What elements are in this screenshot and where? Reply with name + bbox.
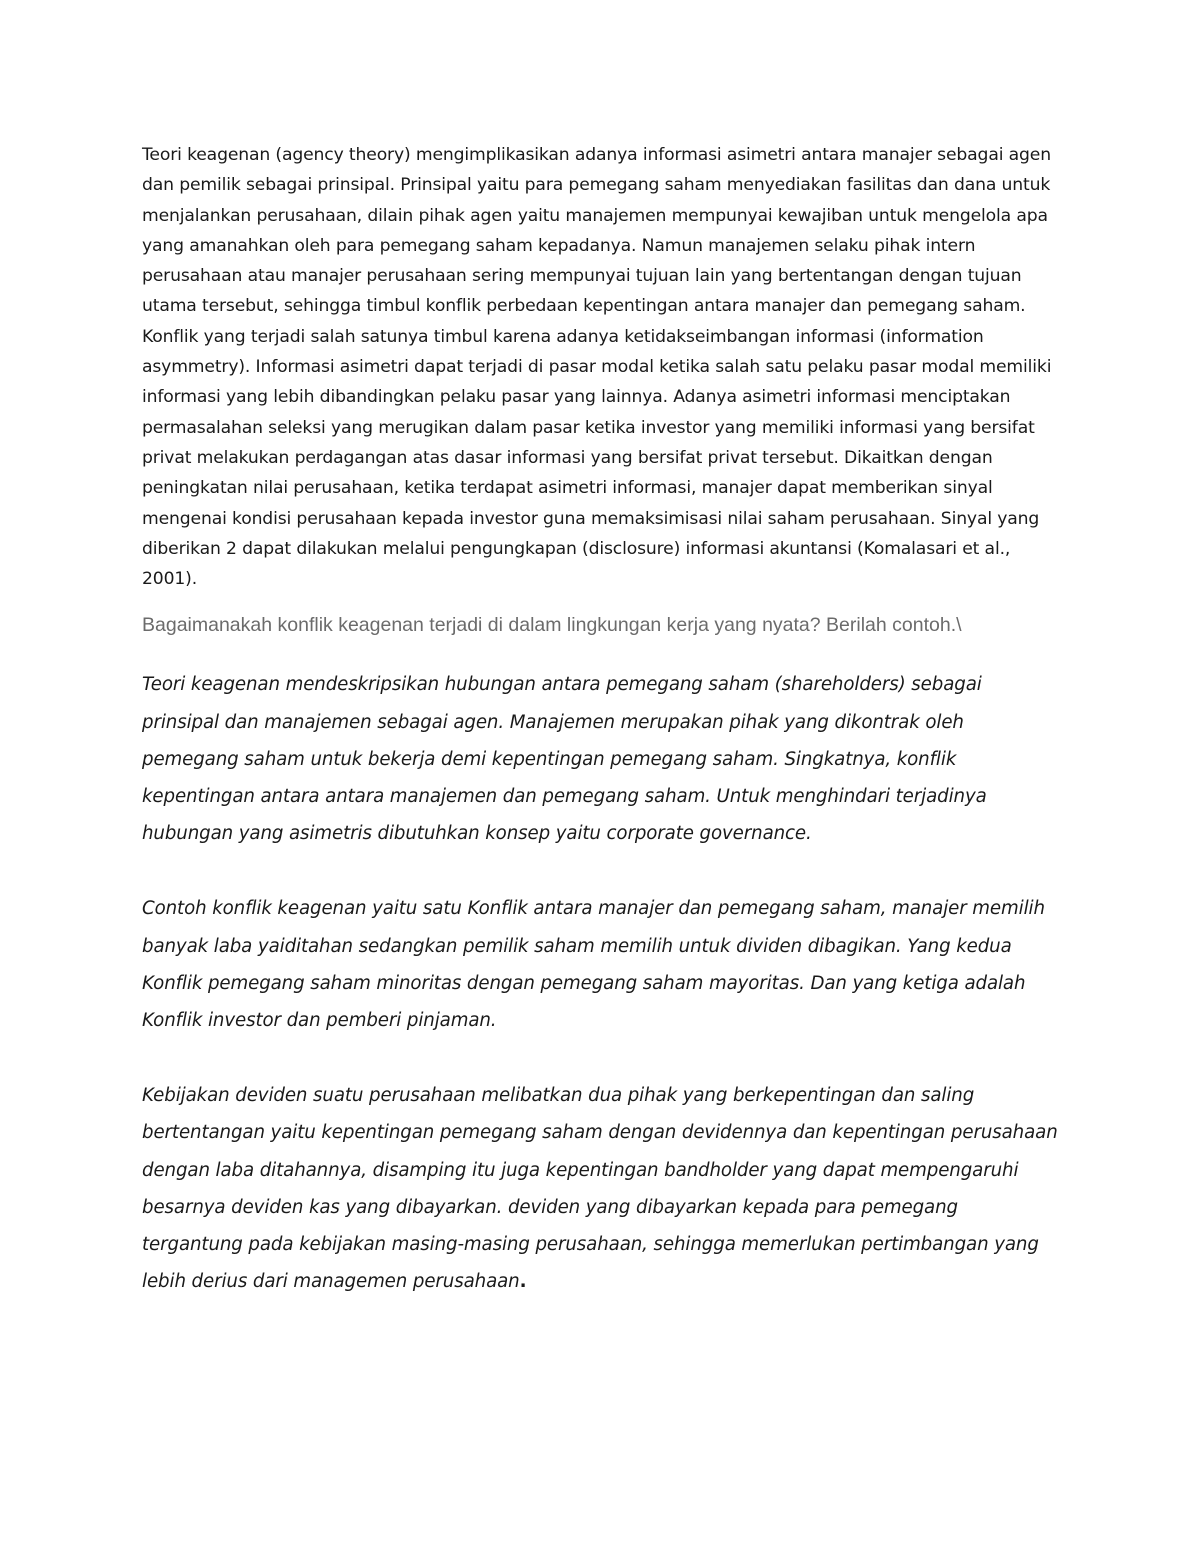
answer-paragraph-3-period: . [519,1271,527,1293]
document-body [142,140,1060,1301]
answer-paragraph-3 [142,1077,1060,1300]
intro-paragraph: Teori keagenan (agency theory) mengimplikasikan adanya informasi asimetri antara manajer sebagai agen dan pemilik sebagai prinsipal. Prinsipal yaitu para pemegang saham menyediakan fasilitas dan dana untuk menjalankan perusahaan, dilain pihak agen yaitu manajemen mempunyai kewajiban untuk mengelola apa yang amanahkan oleh para pemegang saham kepadanya. Namun manajemen selaku pihak intern perusahaan atau manajer perusahaan sering mempunyai tujuan lain yang bertentangan dengan tujuan utama tersebut, sehingga timbul konflik perbedaan kepentingan antara manajer dan pemegang saham. Konflik yang terjadi salah satunya timbul karena adanya ketidakseimbangan informasi (information asymmetry). Informasi asimetri dapat terjadi di pasar modal ketika salah satu pelaku pasar modal memiliki informasi yang lebih dibandingkan pelaku pasar yang lainnya. Adanya asimetri informasi menciptakan permasalahan seleksi yang merugikan dalam pasar ketika investor yang memiliki informasi yang bersifat privat melakukan perdagangan atas dasar informasi yang bersifat privat tersebut. Dikaitkan dengan peningkatan nilai perusahaan, ketika terdapat asimetri informasi, manajer dapat memberikan sinyal mengenai kondisi perusahaan kepada investor guna memaksimisasi nilai saham perusahaan. Sinyal yang diberikan 2 dapat dilakukan melalui pengungkapan (disclosure) informasi akuntansi (Komalasari et al., 2001). [142,145,1052,590]
answer-paragraph-2: Contoh konflik keagenan yaitu satu Konflik antara manajer dan pemegang saham, manajer memilih banyak laba yaiditahan sedangkan pemilik saham memilih untuk dividen dibagikan. Yang kedua Konflik pemegang saham minoritas dengan pemegang saham mayoritas. Dan yang ketiga adalah Konflik investor dan pemberi pinjaman. [142,898,1045,1032]
answer-paragraph-3-text: Kebijakan deviden suatu perusahaan melibatkan dua pihak yang berkepentingan dan saling bertentangan yaitu kepentingan pemegang saham dengan devidennya dan kepentingan perusahaan dengan laba ditahannya, disamping itu juga kepentingan bandholder yang dapat mempengaruhi besarnya deviden kas yang dibayarkan. deviden yang dibayarkan kepada para pemegang tergantung pada kebijakan masing-masing perusahaan, sehingga memerlukan pertimbangan yang lebih derius dari managemen perusahaan [142,1085,1058,1293]
question-heading: Bagaimanakah konflik keagenan terjadi di dalam lingkungan kerja yang nyata? Berilah contoh.\ [142,614,962,637]
answer-paragraph-1: Teori keagenan mendeskripsikan hubungan antara pemegang saham (shareholders) sebagai prinsipal dan manajemen sebagai agen. Manajemen merupakan pihak yang dikontrak oleh pemegang saham untuk bekerja demi kepentingan pemegang saham. Singkatnya, konflik kepentingan antara antara manajemen dan pemegang saham. Untuk menghindari terjadinya hubungan yang asimetris dibutuhkan konsep yaitu corporate governance. [142,674,987,845]
